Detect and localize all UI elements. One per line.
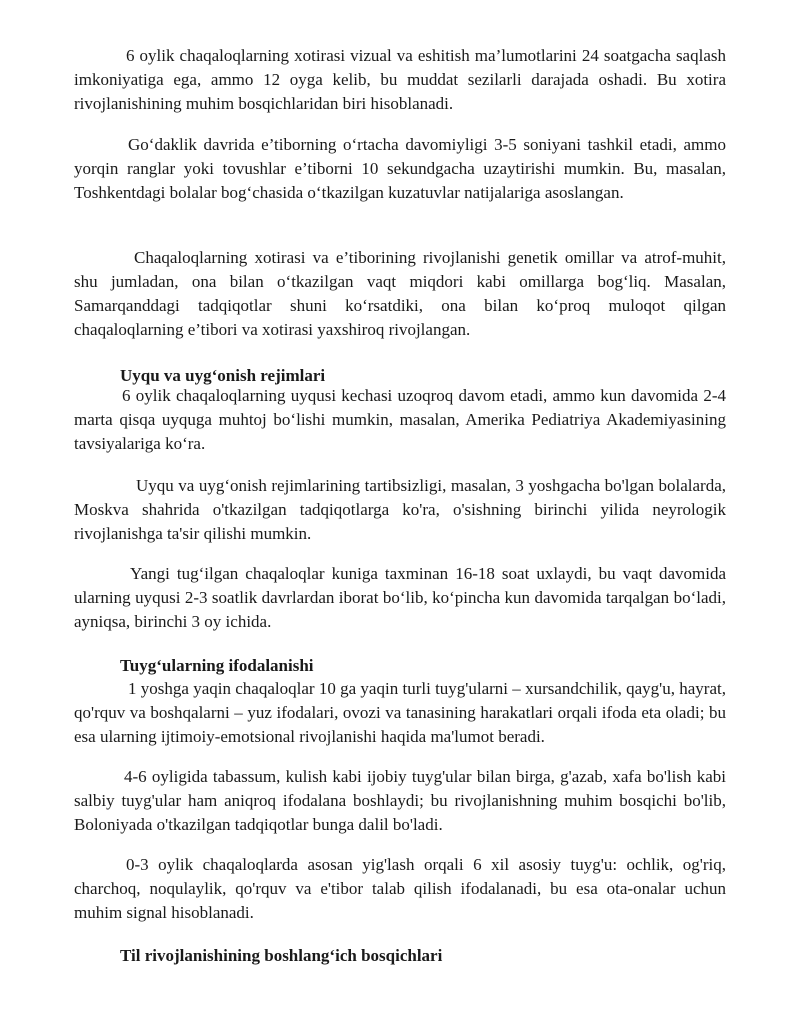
paragraph: 6 oylik chaqaloqlarning uyqusi kechasi uzoqroq davom etadi, ammo kun davomida 2-4 marta qisqa uyquga muhtoj bo‘lishi mumkin, masalan, Amerika Pediatriya Akademiyasining tavsiyalariga ko‘ra. [74,386,726,453]
section-heading: Tuyg‘ularning ifodalanishi [120,656,314,675]
paragraph: 4-6 oyligida tabassum, kulish kabi ijobiy tuyg'ular bilan birga, g'azab, xafa bo'lish kabi salbiy tuyg'ular ham aniqroq ifodalana boshlaydi; bu rivojlanishning muhim bosqichi bo'lib, Boloniyada o'tkazilgan tadqiqotlar bunga dalil bo'ladi. [74,767,726,834]
paragraph: Chaqaloqlarning xotirasi va e’tiborining rivojlanishi genetik omillar va atrof-muhit, shu jumladan, ona bilan o‘tkazilgan vaqt miqdori kabi omillarga bog‘liq. Masalan, Samarqanddagi tadqiqotlar shuni ko‘rsatdiki, ona bilan ko‘proq muloqot qilgan chaqaloqlarning e’tibori va xotirasi yaxshiroq rivojlangan. [74,248,726,339]
paragraph: 0-3 oylik chaqaloqlarda asosan yig'lash orqali 6 xil asosiy tuyg'u: ochlik, og'riq, charchoq, noqulaylik, qo'rquv va e'tibor talab qilish ifodalanadi, bu esa ota-onalar uchun muhim signal hisoblanadi. [74,855,726,922]
paragraph: Uyqu va uyg‘onish rejimlarining tartibsizligi, masalan, 3 yoshgacha bo'lgan bolalarda, Moskva shahrida o'tkazilgan tadqiqotlarga ko'ra, o'sishning birinchi yilida neyrologik rivojlanishga ta'sir qilishi mumkin. [74,476,726,543]
paragraph: Yangi tug‘ilgan chaqaloqlar kuniga taxminan 16-18 soat uxlaydi, bu vaqt davomida ularning uyqusi 2-3 soatlik davrlardan iborat bo‘lib, ko‘pincha kun davomida tarqalgan bo‘ladi, ayniqsa, birinchi 3 oy ichida. [74,564,726,631]
section-heading: Til rivojlanishining boshlang‘ich bosqichlari [120,946,443,965]
paragraph: 1 yoshga yaqin chaqaloqlar 10 ga yaqin turli tuyg'ularni – xursandchilik, qayg'u, hayrat, qo'rquv va boshqalarni – yuz ifodalari, ovozi va tanasining harakatlari orqali ifoda eta oladi; bu esa ularning ijtimoiy-emotsional rivojlanishi haqida ma'lumot beradi. [74,679,726,746]
section-heading: Uyqu va uyg‘onish rejimlari [120,366,326,385]
paragraph: 6 oylik chaqaloqlarning xotirasi vizual va eshitish ma’lumotlarini 24 soatgacha saqlash imkoniyatiga ega, ammo 12 oyga kelib, bu muddat sezilarli darajada oshadi. Bu xotira rivojlanishining muhim bosqichlaridan biri hisoblanadi. [74,46,726,113]
paragraph: Go‘daklik davrida e’tiborning o‘rtacha davomiyligi 3-5 soniyani tashkil etadi, ammo yorqin ranglar yoki tovushlar e’tiborni 10 sekundgacha uzaytirishi mumkin. Bu, masalan, Toshkentdagi bolalar bog‘chasida o‘tkazilgan kuzatuvlar natijalariga asoslangan. [74,135,726,202]
